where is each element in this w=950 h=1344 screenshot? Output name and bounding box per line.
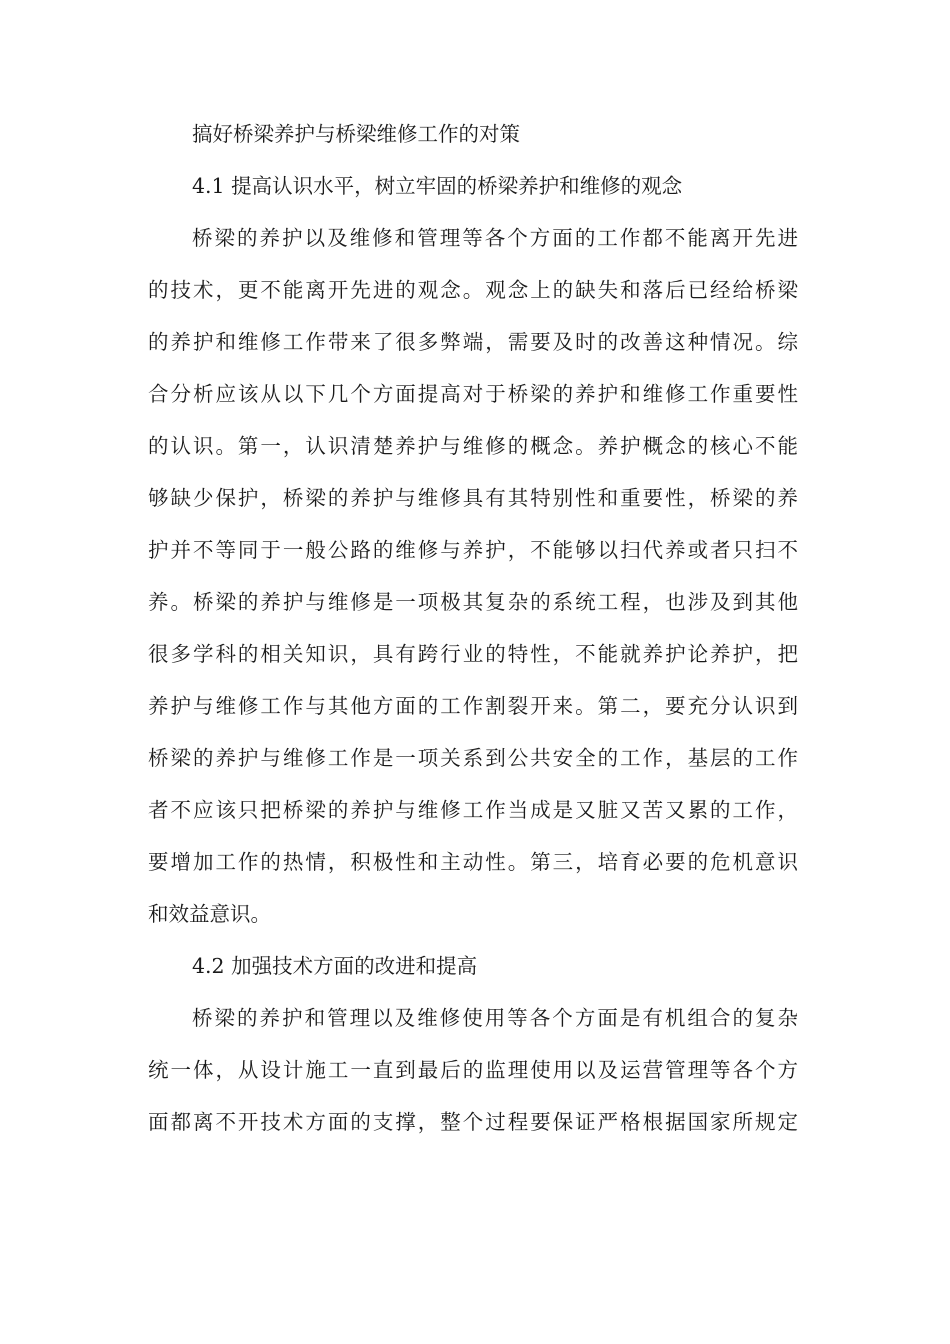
document-body <box>148 108 798 1148</box>
paragraph-line: 养。桥梁的养护与维修是一项极其复杂的系统工程，也涉及到其他 <box>148 590 798 614</box>
paragraph-line: 面都离不开技术方面的支撑，整个过程要保证严格根据国家所规定 <box>148 1110 798 1134</box>
section-4-1-paragraph <box>148 212 798 940</box>
paragraph-line: 桥梁的养护以及维修和管理等各个方面的工作都不能离开先进 <box>192 226 798 250</box>
paragraph-line: 的养护和维修工作带来了很多弊端，需要及时的改善这种情况。综 <box>148 330 798 354</box>
paragraph-line: 够缺少保护，桥梁的养护与维修具有其特别性和重要性，桥梁的养 <box>148 486 798 510</box>
paragraph-line: 的技术，更不能离开先进的观念。观念上的缺失和落后已经给桥梁 <box>148 278 798 302</box>
paragraph-line: 合分析应该从以下几个方面提高对于桥梁的养护和维修工作重要性 <box>148 382 798 406</box>
paragraph-line: 桥梁的养护和管理以及维修使用等各个方面是有机组合的复杂 <box>192 1006 798 1030</box>
section-heading-4-1: 4.1 提高认识水平，树立牢固的桥梁养护和维修的观念 <box>192 174 683 198</box>
paragraph-line: 和效益意识。 <box>148 902 271 926</box>
paragraph-line: 养护与维修工作与其他方面的工作割裂开来。第二，要充分认识到 <box>148 694 798 718</box>
paragraph-line: 者不应该只把桥梁的养护与维修工作当成是又脏又苦又累的工作， <box>148 798 798 822</box>
section-heading-4-2: 4.2 加强技术方面的改进和提高 <box>192 954 478 978</box>
paragraph-line: 桥梁的养护与维修工作是一项关系到公共安全的工作，基层的工作 <box>148 746 798 770</box>
paragraph-line: 统一体，从设计施工一直到最后的监理使用以及运营管理等各个方 <box>148 1058 798 1082</box>
page-title: 搞好桥梁养护与桥梁维修工作的对策 <box>192 122 520 146</box>
paragraph-line: 要增加工作的热情，积极性和主动性。第三，培育必要的危机意识 <box>148 850 798 874</box>
paragraph-line: 的认识。第一，认识清楚养护与维修的概念。养护概念的核心不能 <box>148 434 798 458</box>
paragraph-line: 很多学科的相关知识，具有跨行业的特性，不能就养护论养护，把 <box>148 642 798 666</box>
section-4-2-paragraph <box>148 992 798 1148</box>
paragraph-line: 护并不等同于一般公路的维修与养护，不能够以扫代养或者只扫不 <box>148 538 798 562</box>
